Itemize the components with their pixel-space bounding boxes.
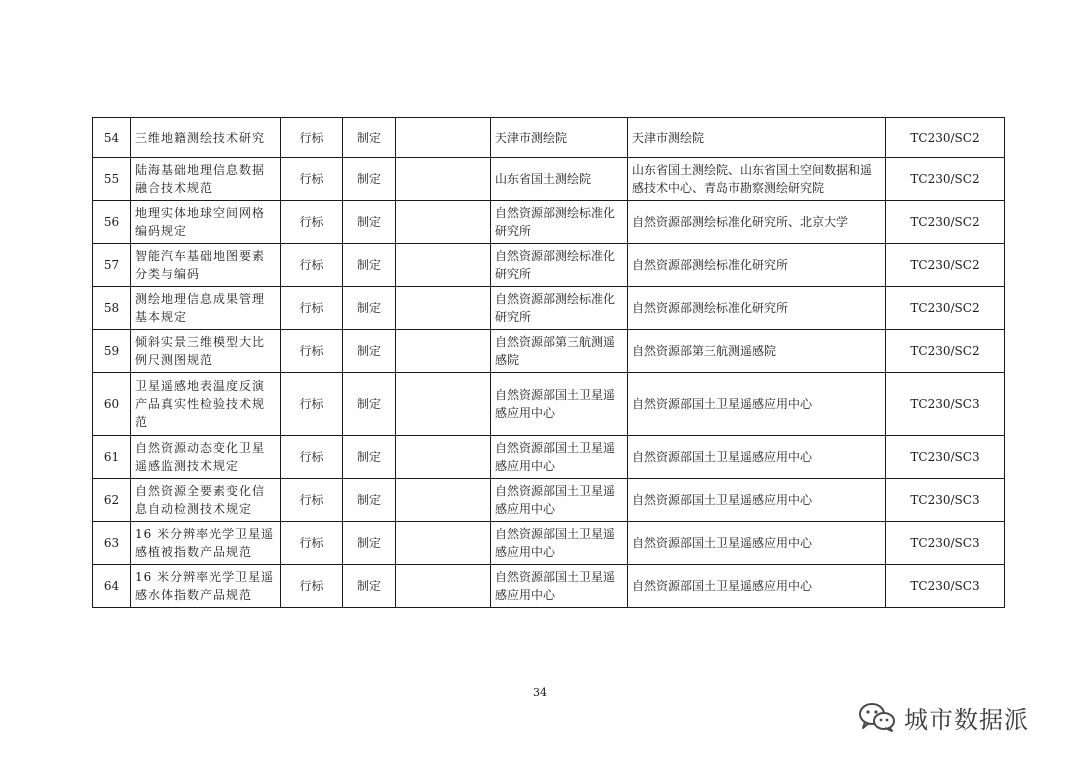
drafting-units: 自然资源部测绘标准化研究所、北京大学 <box>628 201 886 244</box>
lead-organization: 自然资源部国土卫星遥感应用中心 <box>491 479 628 522</box>
project-kind: 制定 <box>343 330 396 373</box>
table-body <box>93 118 1005 608</box>
replaced-standard <box>396 522 491 565</box>
project-kind: 制定 <box>343 373 396 436</box>
standard-type: 行标 <box>281 158 343 201</box>
table-row <box>93 565 1005 608</box>
standard-name: 16 米分辨率光学卫星遥感植被指数产品规范 <box>131 522 281 565</box>
standard-type: 行标 <box>281 479 343 522</box>
table-row <box>93 287 1005 330</box>
lead-organization: 自然资源部国土卫星遥感应用中心 <box>491 436 628 479</box>
row-number: 54 <box>93 118 131 158</box>
replaced-standard <box>396 330 491 373</box>
technical-committee: TC230/SC3 <box>886 522 1005 565</box>
row-number: 63 <box>93 522 131 565</box>
row-number: 64 <box>93 565 131 608</box>
table-row <box>93 479 1005 522</box>
standard-type: 行标 <box>281 201 343 244</box>
drafting-units: 自然资源部国土卫星遥感应用中心 <box>628 565 886 608</box>
page-number: 34 <box>533 686 547 699</box>
standard-name: 自然资源全要素变化信息自动检测技术规定 <box>131 479 281 522</box>
standard-name: 自然资源动态变化卫星遥感监测技术规定 <box>131 436 281 479</box>
row-number: 61 <box>93 436 131 479</box>
standard-name: 卫星遥感地表温度反演产品真实性检验技术规范 <box>131 373 281 436</box>
standard-name: 倾斜实景三维模型大比例尺测图规范 <box>131 330 281 373</box>
replaced-standard <box>396 287 491 330</box>
technical-committee: TC230/SC2 <box>886 330 1005 373</box>
drafting-units: 自然资源部国土卫星遥感应用中心 <box>628 522 886 565</box>
replaced-standard <box>396 479 491 522</box>
technical-committee: TC230/SC2 <box>886 118 1005 158</box>
standard-name: 16 米分辨率光学卫星遥感水体指数产品规范 <box>131 565 281 608</box>
row-number: 62 <box>93 479 131 522</box>
drafting-units: 山东省国土测绘院、山东省国土空间数据和遥感技术中心、青岛市勘察测绘研究院 <box>628 158 886 201</box>
watermark <box>858 700 1029 734</box>
project-kind: 制定 <box>343 158 396 201</box>
replaced-standard <box>396 201 491 244</box>
project-kind: 制定 <box>343 436 396 479</box>
row-number: 56 <box>93 201 131 244</box>
standard-type: 行标 <box>281 330 343 373</box>
standard-type: 行标 <box>281 373 343 436</box>
table-row <box>93 330 1005 373</box>
table-row <box>93 522 1005 565</box>
watermark-text: 城市数据派 <box>904 705 1029 734</box>
wechat-icon <box>858 702 896 732</box>
table-row <box>93 436 1005 479</box>
lead-organization: 自然资源部第三航测遥感院 <box>491 330 628 373</box>
drafting-units: 天津市测绘院 <box>628 118 886 158</box>
table-row <box>93 373 1005 436</box>
drafting-units: 自然资源部国土卫星遥感应用中心 <box>628 479 886 522</box>
technical-committee: TC230/SC3 <box>886 479 1005 522</box>
project-kind: 制定 <box>343 287 396 330</box>
row-number: 60 <box>93 373 131 436</box>
standards-table <box>92 117 1005 608</box>
technical-committee: TC230/SC2 <box>886 287 1005 330</box>
lead-organization: 自然资源部测绘标准化研究所 <box>491 201 628 244</box>
lead-organization: 天津市测绘院 <box>491 118 628 158</box>
drafting-units: 自然资源部测绘标准化研究所 <box>628 287 886 330</box>
standard-type: 行标 <box>281 522 343 565</box>
table-row <box>93 118 1005 158</box>
standard-name: 智能汽车基础地图要素分类与编码 <box>131 244 281 287</box>
project-kind: 制定 <box>343 479 396 522</box>
lead-organization: 山东省国土测绘院 <box>491 158 628 201</box>
technical-committee: TC230/SC3 <box>886 373 1005 436</box>
standard-type: 行标 <box>281 565 343 608</box>
project-kind: 制定 <box>343 522 396 565</box>
drafting-units: 自然资源部测绘标准化研究所 <box>628 244 886 287</box>
standard-name: 地理实体地球空间网格编码规定 <box>131 201 281 244</box>
lead-organization: 自然资源部国土卫星遥感应用中心 <box>491 373 628 436</box>
standard-name: 陆海基础地理信息数据融合技术规范 <box>131 158 281 201</box>
replaced-standard <box>396 565 491 608</box>
replaced-standard <box>396 158 491 201</box>
table-row <box>93 244 1005 287</box>
replaced-standard <box>396 118 491 158</box>
standard-name: 三维地籍测绘技术研究 <box>131 118 281 158</box>
row-number: 57 <box>93 244 131 287</box>
standard-name: 测绘地理信息成果管理基本规定 <box>131 287 281 330</box>
row-number: 59 <box>93 330 131 373</box>
row-number: 58 <box>93 287 131 330</box>
drafting-units: 自然资源部国土卫星遥感应用中心 <box>628 373 886 436</box>
row-number: 55 <box>93 158 131 201</box>
project-kind: 制定 <box>343 118 396 158</box>
drafting-units: 自然资源部第三航测遥感院 <box>628 330 886 373</box>
replaced-standard <box>396 244 491 287</box>
project-kind: 制定 <box>343 565 396 608</box>
project-kind: 制定 <box>343 201 396 244</box>
lead-organization: 自然资源部国土卫星遥感应用中心 <box>491 565 628 608</box>
lead-organization: 自然资源部测绘标准化研究所 <box>491 244 628 287</box>
lead-organization: 自然资源部国土卫星遥感应用中心 <box>491 522 628 565</box>
table-row <box>93 201 1005 244</box>
table-row <box>93 158 1005 201</box>
technical-committee: TC230/SC2 <box>886 244 1005 287</box>
standard-type: 行标 <box>281 118 343 158</box>
standard-type: 行标 <box>281 287 343 330</box>
technical-committee: TC230/SC2 <box>886 201 1005 244</box>
replaced-standard <box>396 373 491 436</box>
technical-committee: TC230/SC2 <box>886 158 1005 201</box>
technical-committee: TC230/SC3 <box>886 565 1005 608</box>
lead-organization: 自然资源部测绘标准化研究所 <box>491 287 628 330</box>
technical-committee: TC230/SC3 <box>886 436 1005 479</box>
drafting-units: 自然资源部国土卫星遥感应用中心 <box>628 436 886 479</box>
replaced-standard <box>396 436 491 479</box>
standard-type: 行标 <box>281 436 343 479</box>
project-kind: 制定 <box>343 244 396 287</box>
standard-type: 行标 <box>281 244 343 287</box>
